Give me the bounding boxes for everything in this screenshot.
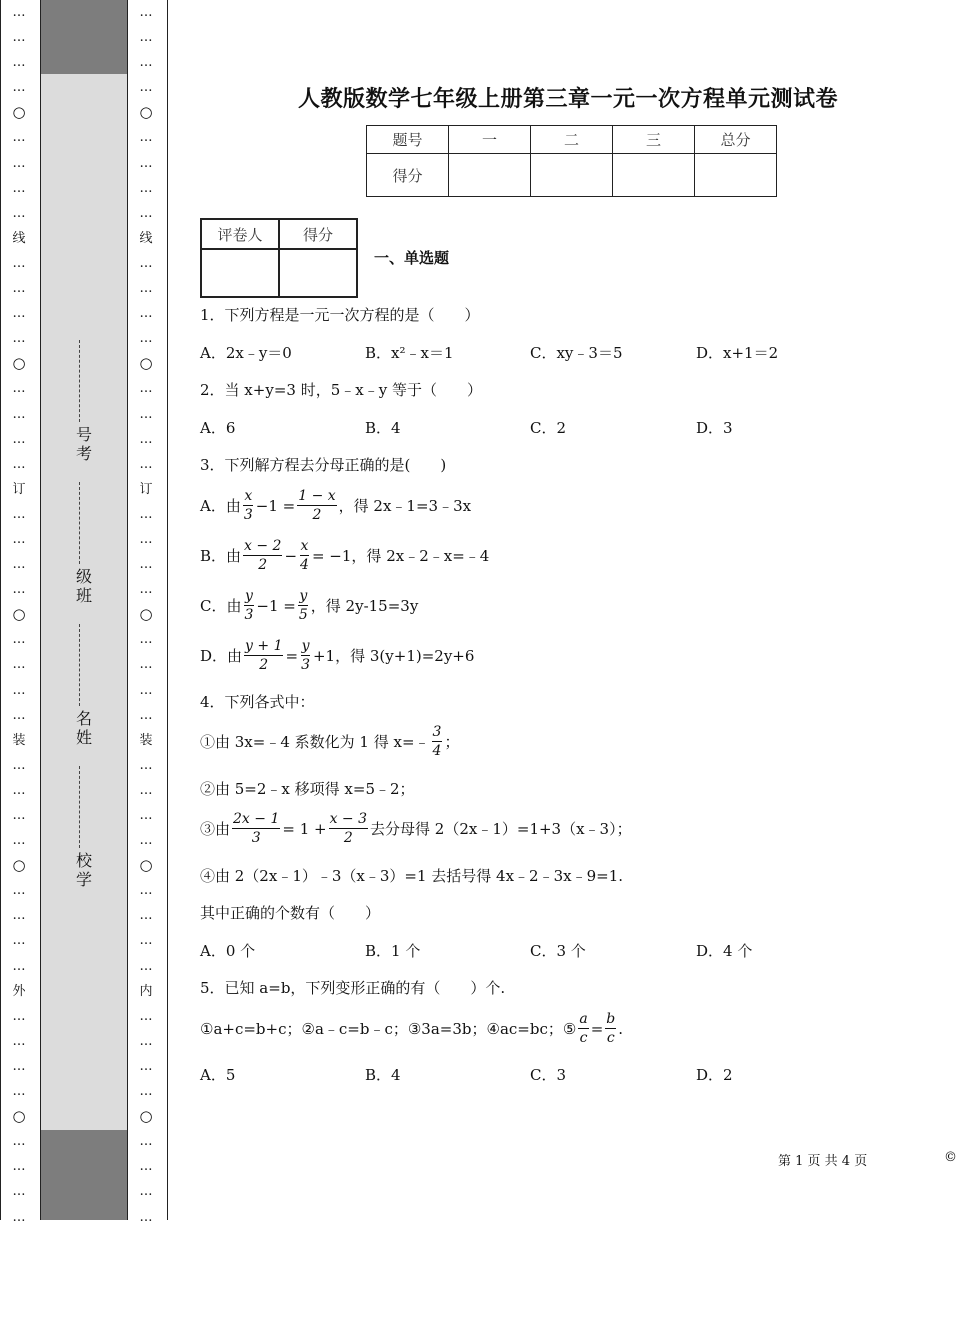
binding-dots: … [139, 707, 153, 723]
q4-option-d[interactable]: D．4 个 [696, 942, 753, 960]
exam-title: 人教版数学七年级上册第三章一元一次方程单元测试卷 [297, 87, 838, 112]
q4-statement-1 [200, 723, 459, 760]
fraction [605, 1010, 616, 1047]
binding-dots: … [12, 1184, 26, 1200]
fraction [299, 537, 310, 574]
binding-dots: … [139, 958, 153, 974]
binding-dots: … [139, 5, 153, 20]
binding-dots: … [12, 782, 26, 798]
denominator: 2 [312, 507, 322, 523]
grader-score-cell[interactable] [279, 249, 357, 297]
grader-cell[interactable] [201, 249, 279, 297]
option-prefix: D．由 [200, 647, 243, 665]
q4-stem: 4．下列各式中： [200, 693, 315, 711]
fraction [578, 1010, 588, 1047]
binding-dots: … [12, 155, 26, 171]
binding-dots: … [12, 456, 26, 472]
q4-option-b[interactable]: B．1 个 [365, 942, 421, 960]
binding-dots: … [12, 180, 26, 196]
binding-block-top [41, 0, 127, 74]
binding-dots: … [139, 506, 153, 522]
operator: = [285, 646, 299, 665]
numerator: y + 1 [245, 638, 283, 654]
binding-circle: ○ [12, 605, 26, 624]
binding-dots: … [12, 506, 26, 522]
denominator: 4 [300, 557, 309, 573]
binding-dots: … [139, 557, 153, 573]
operator: − [284, 546, 298, 565]
field-name: 名姓 [70, 624, 96, 748]
binding-char: 内 [139, 983, 153, 999]
binding-dots: … [12, 30, 26, 46]
fraction [243, 587, 254, 624]
score-header-cell: 总分 [695, 126, 777, 154]
numerator: x − 2 [244, 538, 282, 554]
binding-panel [41, 0, 127, 1220]
statement-result: 去分母得 2（2x﹣1）=1+3（x﹣3）； [370, 820, 632, 838]
denominator: 3 [243, 507, 253, 523]
binding-dots: … [12, 1008, 26, 1024]
binding-dots: … [12, 205, 26, 221]
operator: −1 = [256, 596, 296, 615]
binding-dots: … [139, 908, 153, 924]
option-result: ，得 2y-15=3y [310, 597, 419, 615]
q5-option-d[interactable]: D．2 [696, 1066, 733, 1084]
score-cell[interactable] [695, 154, 777, 197]
operator: −1 = [255, 496, 296, 515]
grader-score-label: 得分 [279, 219, 357, 249]
denominator: 2 [258, 557, 268, 573]
binding-dots: … [139, 657, 153, 673]
numerator: 1 − x [298, 488, 336, 504]
numerator: b [606, 1011, 616, 1027]
fraction [432, 723, 443, 760]
binding-dots: … [139, 1209, 153, 1225]
q4-option-c[interactable]: C．3 个 [530, 942, 586, 960]
q5-option-a[interactable]: A．5 [200, 1066, 236, 1084]
binding-dots: … [12, 5, 26, 20]
q2-stem: 2．当 x+y=3 时，5﹣x﹣y 等于（ ） [200, 381, 482, 399]
score-cell[interactable] [613, 154, 695, 197]
q5-option-b[interactable]: B．4 [365, 1066, 401, 1084]
grader-label: 评卷人 [201, 219, 279, 249]
q4-statement-3 [200, 810, 632, 847]
fraction [243, 537, 282, 574]
binding-dots: … [12, 431, 26, 447]
binding-dots: … [139, 632, 153, 648]
numerator: 3 [432, 724, 442, 740]
binding-dots: … [139, 381, 153, 397]
binding-dots: … [12, 1209, 26, 1225]
binding-dots: … [139, 456, 153, 472]
binding-dots: … [12, 958, 26, 974]
score-header-cell: 题号 [367, 126, 449, 154]
numerator: a [579, 1011, 588, 1027]
binding-line [0, 0, 1, 1220]
denominator: 5 [298, 607, 308, 623]
operator: = −1 [311, 546, 352, 565]
binding-dots: … [139, 1159, 153, 1175]
binding-line [127, 0, 128, 1220]
binding-dots: … [12, 582, 26, 598]
binding-dots: … [139, 255, 153, 271]
q2-option-b[interactable]: B．4 [365, 419, 401, 437]
binding-dots: … [139, 808, 153, 823]
binding-circle: ○ [12, 1107, 26, 1126]
fraction [297, 487, 336, 524]
binding-dots: … [12, 707, 26, 723]
binding-dots: … [139, 331, 153, 347]
q1-stem: 1．下列方程是一元一次方程的是（ ） [200, 306, 480, 324]
binding-circle: ○ [12, 103, 26, 122]
binding-dots: … [12, 331, 26, 347]
q2-option-c[interactable]: C．2 [530, 419, 567, 437]
score-header-cell: 二 [531, 126, 613, 154]
binding-dots: … [12, 933, 26, 949]
binding-char: 装 [139, 732, 153, 748]
footer-mark: © [944, 1150, 957, 1165]
binding-dots: … [139, 933, 153, 949]
denominator: 3 [301, 657, 310, 673]
page-footer: 第 1 页 共 4 页 [778, 1154, 868, 1169]
binding-dots: … [12, 130, 26, 146]
q2-option-d[interactable]: D．3 [696, 419, 733, 437]
binding-dots: … [139, 80, 153, 96]
option-result: ，得 2x﹣2﹣x=﹣4 [351, 547, 490, 565]
q3-option-b[interactable] [200, 537, 489, 574]
binding-dots: … [139, 406, 153, 422]
q4-statement-2: ②由 5=2﹣x 移项得 x=5﹣2； [200, 780, 415, 798]
q1-option-c[interactable]: C．xy﹣3＝5 [530, 344, 623, 362]
numerator: y [299, 588, 308, 604]
binding-dots: … [12, 908, 26, 924]
score-header-cell: 一 [449, 126, 531, 154]
binding-circle: ○ [12, 856, 26, 875]
binding-outer-column [8, 0, 30, 1225]
q1-option-b[interactable]: B．x²﹣x＝1 [365, 344, 454, 362]
statement-end: ； [444, 733, 460, 751]
numerator: y [244, 588, 253, 604]
grader-table [200, 218, 358, 298]
binding-circle: ○ [139, 1107, 153, 1126]
denominator: 4 [432, 743, 442, 759]
binding-dots: … [12, 632, 26, 648]
binding-dots: … [12, 557, 26, 573]
q4-statement-4: ④由 2（2x﹣1）﹣3（x﹣3）=1 去括号得 4x﹣2﹣3x﹣9=1. [200, 867, 624, 885]
binding-dots: … [12, 757, 26, 773]
denominator: c [606, 1030, 615, 1046]
binding-dots: … [139, 531, 153, 547]
binding-dots: … [12, 1134, 26, 1150]
section-title: 一、单选题 [374, 249, 450, 267]
q2-option-a[interactable]: A．6 [200, 419, 236, 437]
score-header-cell: 三 [613, 126, 695, 154]
binding-dots: … [139, 281, 153, 297]
numerator: y [301, 638, 310, 654]
q3-option-d[interactable] [200, 637, 474, 674]
binding-char: 线 [12, 230, 26, 246]
denominator: 2 [343, 830, 353, 846]
q3-stem: 3．下列解方程去分母正确的是( ) [200, 456, 447, 474]
binding-dots: … [139, 431, 153, 447]
binding-dots: … [139, 682, 153, 698]
q3-option-a[interactable] [200, 487, 471, 524]
denominator: 2 [259, 657, 269, 673]
numerator: 2x − 1 [233, 811, 280, 827]
operator: = 1 + [282, 819, 327, 838]
binding-dots: … [12, 833, 26, 849]
q4-option-a[interactable]: A．0 个 [200, 942, 256, 960]
score-cell[interactable] [531, 154, 613, 197]
fraction [298, 587, 309, 624]
binding-char: 订 [12, 481, 26, 497]
score-table [366, 125, 777, 197]
binding-char: 线 [139, 230, 153, 246]
binding-inner-column [135, 0, 157, 1225]
binding-dots: … [12, 281, 26, 297]
binding-dots: … [139, 883, 153, 899]
binding-dots: … [139, 1058, 153, 1074]
score-row-label: 得分 [367, 154, 449, 197]
binding-dots: … [12, 883, 26, 899]
binding-dots: … [139, 833, 153, 849]
numerator: x [244, 488, 253, 504]
binding-dots: … [139, 1134, 153, 1150]
denominator: 3 [251, 830, 261, 846]
option-prefix: C．由 [200, 597, 242, 615]
field-exam-number: 号考 [70, 340, 96, 464]
binding-line [167, 0, 168, 1220]
denominator: 3 [244, 607, 254, 623]
q1-option-a[interactable]: A．2x﹣y＝0 [200, 344, 292, 362]
binding-dots: … [139, 306, 153, 322]
binding-dots: … [139, 1008, 153, 1024]
binding-dots: … [12, 808, 26, 823]
score-cell[interactable] [449, 154, 531, 197]
binding-char: 订 [139, 481, 153, 497]
binding-circle: ○ [139, 856, 153, 875]
binding-dots: … [12, 1084, 26, 1100]
fraction [244, 637, 283, 674]
q5-items [200, 1010, 623, 1047]
q3-option-c[interactable] [200, 587, 418, 624]
binding-dots: … [12, 1159, 26, 1175]
binding-dots: … [139, 205, 153, 221]
binding-dots: … [139, 757, 153, 773]
binding-dots: … [12, 531, 26, 547]
numerator: x [300, 538, 309, 554]
binding-char: 外 [12, 983, 26, 999]
binding-char: 装 [12, 732, 26, 748]
operator: +1 [312, 646, 336, 665]
q4-ask: 其中正确的个数有（ ） [200, 904, 381, 922]
q5-option-c[interactable]: C．3 [530, 1066, 567, 1084]
binding-block-bottom [41, 1130, 127, 1220]
binding-dots: … [12, 406, 26, 422]
statement-text: ①由 3x=﹣4 系数化为 1 得 x=﹣ [200, 733, 430, 751]
binding-dots: … [12, 381, 26, 397]
statement-prefix: ③由 [200, 820, 231, 838]
binding-circle: ○ [12, 354, 26, 373]
binding-circle: ○ [139, 103, 153, 122]
fraction [329, 810, 368, 847]
binding-dots: … [139, 155, 153, 171]
binding-dots: … [139, 782, 153, 798]
option-result: ，得 3(y+1)=2y+6 [335, 647, 475, 665]
binding-dots: … [12, 55, 26, 71]
field-school: 校学 [70, 766, 96, 890]
binding-dots: … [139, 1033, 153, 1049]
operator: = [590, 1019, 604, 1038]
binding-dots: … [139, 582, 153, 598]
binding-dots: … [12, 657, 26, 673]
binding-dots: … [139, 55, 153, 71]
binding-dots: … [12, 1058, 26, 1074]
binding-dots: … [139, 180, 153, 196]
binding-dots: … [139, 1084, 153, 1100]
option-prefix: B．由 [200, 547, 242, 565]
fraction [232, 810, 280, 847]
denominator: c [579, 1030, 588, 1046]
q1-option-d[interactable]: D．x+1＝2 [696, 344, 779, 362]
binding-dots: … [139, 1184, 153, 1200]
field-class: 级班 [70, 482, 96, 606]
binding-circle: ○ [139, 354, 153, 373]
binding-dots: … [12, 80, 26, 96]
binding-line [40, 0, 41, 1220]
option-prefix: A．由 [200, 497, 241, 515]
q5-stem: 5．已知 a=b，下列变形正确的有（ ）个. [200, 979, 506, 997]
fraction [300, 637, 311, 674]
binding-dots: … [139, 130, 153, 146]
binding-dots: … [139, 30, 153, 46]
option-result: ，得 2x﹣1=3﹣3x [338, 497, 472, 515]
binding-dots: … [12, 1033, 26, 1049]
binding-dots: … [12, 255, 26, 271]
binding-circle: ○ [139, 605, 153, 624]
items-end: . [618, 1019, 624, 1038]
fraction [243, 487, 254, 524]
items-text: ①a+c=b+c；②a﹣c=b﹣c；③3a=3b；④ac=bc；⑤ [200, 1020, 577, 1038]
binding-dots: … [12, 306, 26, 322]
numerator: x − 3 [329, 811, 368, 827]
binding-dots: … [12, 682, 26, 698]
